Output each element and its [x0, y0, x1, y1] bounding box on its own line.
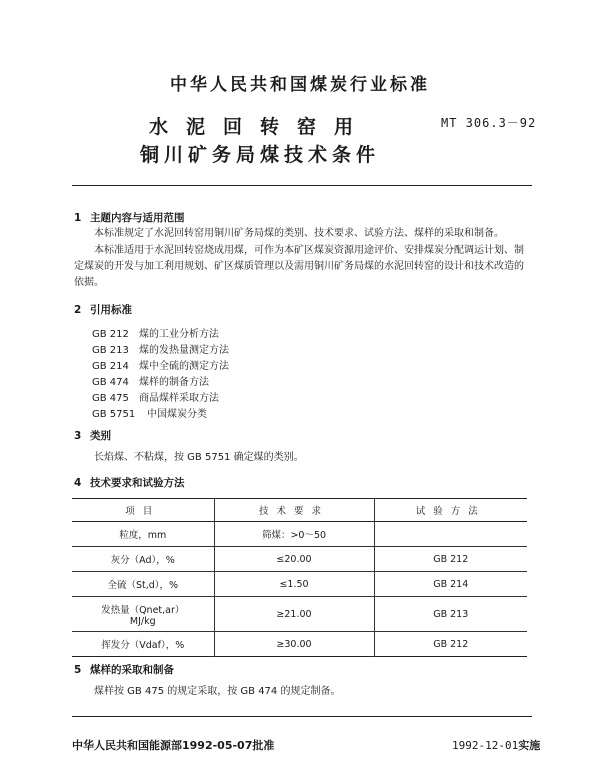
section-5-paragraph: 煤样按 GB 475 的规定采取，按 GB 474 的规定制备。 [94, 686, 341, 697]
section-1-heading [74, 210, 185, 225]
reference-name: 煤的工业分析方法 [139, 329, 219, 340]
section-title: 技术要求和试验方法 [90, 477, 185, 489]
section-title: 类别 [90, 430, 111, 442]
table-row [72, 572, 527, 597]
section-title: 煤样的采取和制备 [90, 664, 174, 676]
column-header-item: 项目 [72, 499, 214, 522]
section-number: 1 [74, 212, 82, 224]
document-title-line1: 水泥回转窑用 [148, 116, 371, 138]
section-3-heading [74, 428, 111, 443]
reference-name: 煤中全硫的测定方法 [139, 361, 229, 372]
reference-code: GB 474 [92, 377, 129, 388]
reference-code: GB 213 [92, 345, 129, 356]
cell-requirement: 筛煤：>0～50 [214, 522, 374, 547]
section-title: 引用标准 [90, 304, 132, 316]
section-number: 2 [74, 304, 82, 316]
table-row [72, 597, 527, 632]
header-divider [72, 185, 532, 186]
section-number: 4 [74, 477, 82, 489]
reference-item [92, 341, 229, 356]
section-4-heading [74, 475, 185, 490]
section-number: 5 [74, 664, 82, 676]
cell-method [374, 522, 527, 547]
reference-item [92, 325, 219, 340]
section-2-heading [74, 302, 132, 317]
reference-item [92, 373, 209, 388]
standard-code: MT 306.3－92 [441, 116, 537, 130]
reference-item [92, 405, 207, 420]
reference-code: GB 214 [92, 361, 129, 372]
reference-code: GB 212 [92, 329, 129, 340]
column-header-requirement: 技术要求 [214, 499, 374, 522]
footer-divider [72, 716, 532, 717]
technical-requirements-table [72, 498, 527, 657]
standard-issuer: 中华人民共和国煤炭行业标准 [170, 75, 430, 95]
reference-code: GB 5751 [92, 409, 136, 420]
reference-name: 煤样的制备方法 [139, 377, 209, 388]
reference-name: 商品煤样采取方法 [139, 393, 219, 404]
implementation-date: 1992-12-01 [452, 739, 519, 752]
table-row [72, 547, 527, 572]
cell-item: 粒度，mm [72, 522, 214, 547]
section-1-paragraph-1: 本标准规定了水泥回转窑用铜川矿务局煤的类别、技术要求、试验方法、煤样的采取和制备。 [94, 228, 504, 239]
cell-requirement: ≤20.00 [214, 547, 374, 572]
section-3-paragraph: 长焰煤、不粘煤，按 GB 5751 确定煤的类别。 [94, 452, 304, 463]
implementation-label: 实施 [518, 739, 541, 752]
implementation-line [452, 737, 540, 753]
cell-method: GB 212 [374, 632, 527, 657]
reference-name: 煤的发热量测定方法 [139, 345, 229, 356]
cell-item: 挥发分（Vdaf），% [72, 632, 214, 657]
table-header-row [72, 499, 527, 522]
section-title: 主题内容与适用范围 [90, 212, 185, 224]
cell-item [72, 597, 214, 632]
reference-code: GB 475 [92, 393, 129, 404]
table-row [72, 522, 527, 547]
approval-line: 中华人民共和国能源部1992-05-07批准 [72, 739, 275, 752]
cell-method: GB 213 [374, 597, 527, 632]
reference-item [92, 389, 219, 404]
document-title-line2: 铜川矿务局煤技术条件 [139, 144, 380, 166]
reference-item [92, 357, 229, 372]
section-number: 3 [74, 430, 82, 442]
cell-method: GB 214 [374, 572, 527, 597]
cell-item: 全硫（St,d），% [72, 572, 214, 597]
section-1-paragraph-2: 本标准适用于水泥回转窑烧成用煤，可作为本矿区煤炭资源用途评价、安排煤炭分配调运计划、制定煤炭的开发与加工利用规划、矿区煤质管理以及需用铜川矿务局煤的水泥回转窑的设计和技术改造的依据。 [74, 245, 524, 288]
cell-item-line1: 发热量（Qnet,ar） [101, 604, 185, 616]
cell-item: 灰分（Ad），% [72, 547, 214, 572]
cell-requirement: ≥30.00 [214, 632, 374, 657]
section-5-heading [74, 662, 174, 677]
cell-requirement: ≥21.00 [214, 597, 374, 632]
column-header-method: 试验方法 [374, 499, 527, 522]
reference-name: 中国煤炭分类 [147, 409, 207, 420]
cell-method: GB 212 [374, 547, 527, 572]
table-row [72, 632, 527, 657]
cell-item-unit: MJ/kg [129, 615, 156, 627]
cell-requirement: ≤1.50 [214, 572, 374, 597]
